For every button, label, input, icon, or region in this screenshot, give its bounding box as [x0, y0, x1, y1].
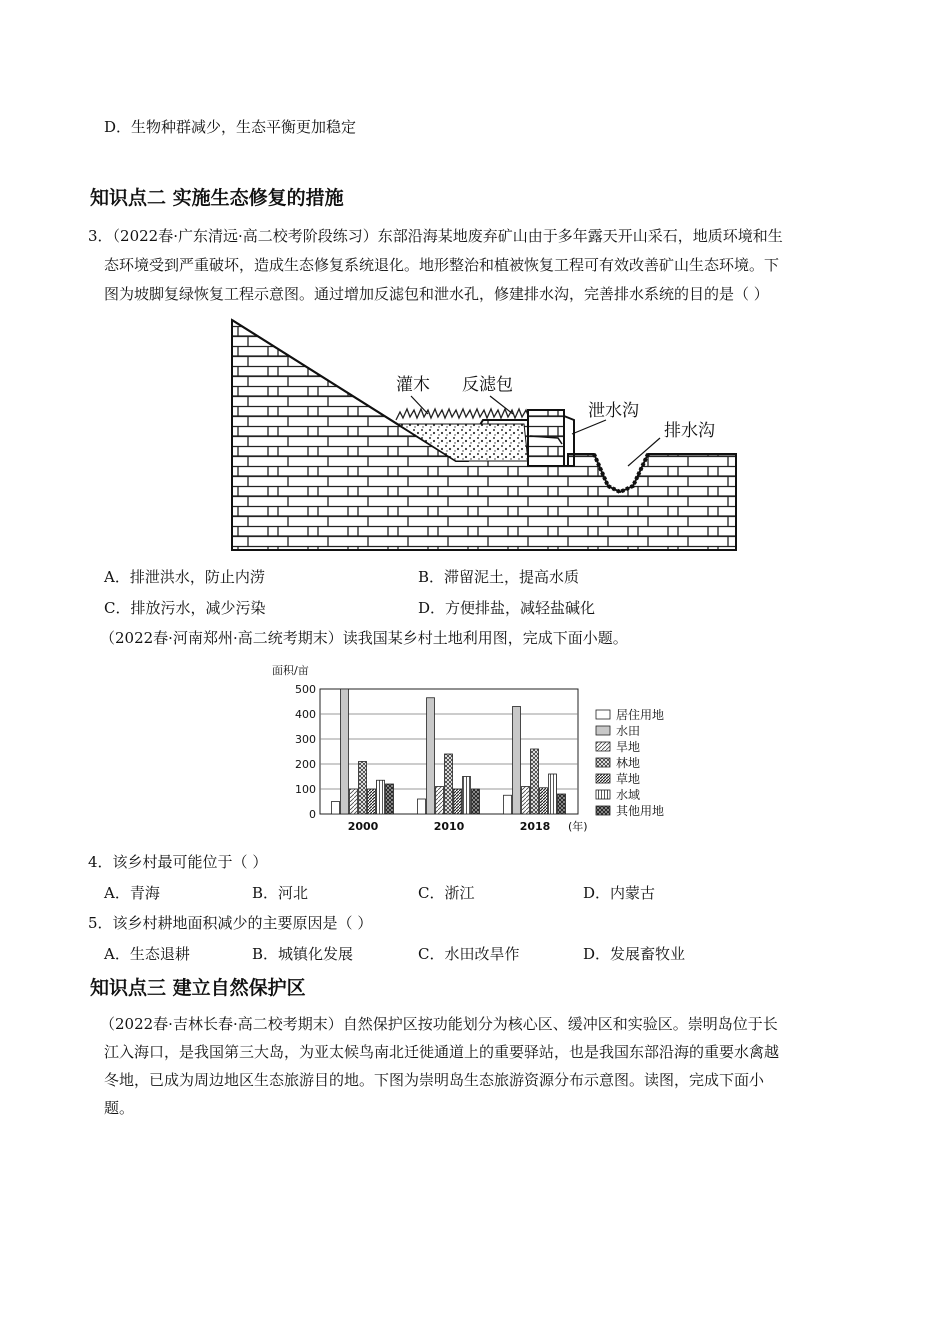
x-tick-label: 2018 — [519, 820, 551, 833]
intro-last-line-1: （2022春·吉林长春·高二校考期末）自然保护区按功能划分为核心区、缓冲区和实验区。崇明岛位于长 — [100, 1015, 778, 1033]
section2-title: 知识点二 实施生态修复的措施 — [90, 187, 344, 209]
bar-2010-4 — [454, 789, 462, 814]
y-axis-label: 面积/亩 — [272, 664, 309, 677]
q5-stem: 5．该乡村耕地面积减少的主要原因是（ ） — [88, 914, 373, 932]
q5-option-a[interactable]: A．生态退耕 — [104, 945, 190, 963]
label-drain-hole: 泄水沟 — [588, 401, 639, 421]
legend-label: 林地 — [616, 756, 641, 770]
legend-label: 水田 — [616, 724, 641, 738]
y-tick-label: 100 — [295, 783, 316, 796]
bar-2000-0 — [332, 802, 340, 815]
q4-option-a[interactable]: A．青海 — [104, 884, 160, 902]
q4-option-c[interactable]: C．浙江 — [418, 884, 475, 902]
bar-2000-3 — [359, 762, 367, 815]
bar-2018-3 — [531, 749, 539, 814]
legend-label: 水域 — [616, 788, 641, 802]
label-shrub: 灌木 — [396, 375, 430, 395]
y-tick-label: 400 — [295, 708, 316, 721]
q4-option-b[interactable]: B．河北 — [252, 884, 309, 902]
bar-2000-5 — [377, 780, 385, 814]
q3-option-a[interactable]: A．排泄洪水，防止内涝 — [104, 568, 265, 586]
q5-option-d[interactable]: D．发展畜牧业 — [583, 945, 686, 963]
bar-2010-3 — [445, 754, 453, 814]
legend-swatch — [596, 774, 610, 783]
y-tick-label: 300 — [295, 733, 316, 746]
legend-swatch — [596, 710, 610, 719]
intro-last-line-2: 江入海口，是我国第三大岛，为亚太候鸟南北迁徙通道上的重要驿站，也是我国东部沿海的重要水禽越 — [104, 1043, 780, 1061]
bar-2000-4 — [368, 789, 376, 814]
label-filter-bag: 反滤包 — [462, 375, 513, 395]
intro-last-line-4: 题。 — [104, 1099, 135, 1117]
bar-2010-2 — [436, 787, 444, 815]
legend-label: 草地 — [616, 772, 641, 786]
legend-swatch — [596, 790, 610, 799]
bar-2018-4 — [540, 788, 548, 814]
legend-label: 旱地 — [616, 740, 641, 754]
q3-option-b[interactable]: B．滞留泥土，提高水质 — [418, 568, 580, 586]
legend-label: 居住用地 — [616, 708, 665, 722]
intro-last-line-3: 冬地，已成为周边地区生态旅游目的地。下图为崇明岛生态旅游资源分布示意图。读图，完成下面小 — [104, 1071, 765, 1089]
bar-2010-0 — [418, 799, 426, 814]
bar-2010-1 — [427, 698, 435, 814]
bar-2000-6 — [386, 784, 394, 814]
q3-option-c[interactable]: C．排放污水，减少污染 — [104, 599, 266, 617]
y-tick-label: 500 — [295, 683, 316, 696]
legend-swatch — [596, 806, 610, 815]
bar-2010-5 — [463, 777, 471, 815]
x-axis-unit: (年) — [568, 820, 588, 833]
section3-title: 知识点三 建立自然保护区 — [90, 977, 306, 999]
legend-label: 其他用地 — [616, 804, 665, 818]
x-tick-label: 2010 — [433, 820, 465, 833]
q3-stem-line-3: 图为坡脚复绿恢复工程示意图。通过增加反滤包和泄水孔，修建排水沟，完善排水系统的目的是（ ） — [104, 285, 769, 303]
land-use-chart — [270, 662, 690, 837]
legend-swatch — [596, 726, 610, 735]
y-tick-label: 0 — [309, 808, 316, 821]
q3-stem-line-1: 3．（2022春·广东清远·高二校考阶段练习）东部沿海某地废弃矿山由于多年露天开山采石，地质环境和生 — [88, 227, 783, 245]
x-tick-label: 2000 — [347, 820, 379, 833]
slope-restoration-diagram — [228, 316, 740, 554]
q3-option-d[interactable]: D．方便排盐，减轻盐碱化 — [418, 599, 596, 617]
bar-2000-2 — [350, 789, 358, 814]
bar-2010-6 — [472, 789, 480, 814]
q4-option-d[interactable]: D．内蒙古 — [583, 884, 656, 902]
q2-option-d: D．生物种群减少，生态平衡更加稳定 — [104, 118, 357, 136]
intro-q4-q5: （2022春·河南郑州·高二统考期末）读我国某乡村土地利用图，完成下面小题。 — [100, 629, 628, 647]
bar-2018-5 — [549, 774, 557, 814]
q5-option-b[interactable]: B．城镇化发展 — [252, 945, 354, 963]
q5-option-c[interactable]: C．水田改旱作 — [418, 945, 520, 963]
bar-2000-1 — [341, 689, 349, 814]
bar-2018-2 — [522, 787, 530, 815]
legend-swatch — [596, 742, 610, 751]
q4-stem: 4．该乡村最可能位于（ ） — [88, 853, 268, 871]
q3-stem-line-2: 态环境受到严重破坏，造成生态修复系统退化。地形整治和植被恢复工程可有效改善矿山生态环境。下 — [104, 256, 780, 274]
bar-2018-1 — [513, 707, 521, 815]
bar-2018-0 — [504, 795, 512, 814]
legend-swatch — [596, 758, 610, 767]
y-tick-label: 200 — [295, 758, 316, 771]
bar-2018-6 — [558, 794, 566, 814]
label-drain-ditch: 排水沟 — [664, 421, 715, 441]
